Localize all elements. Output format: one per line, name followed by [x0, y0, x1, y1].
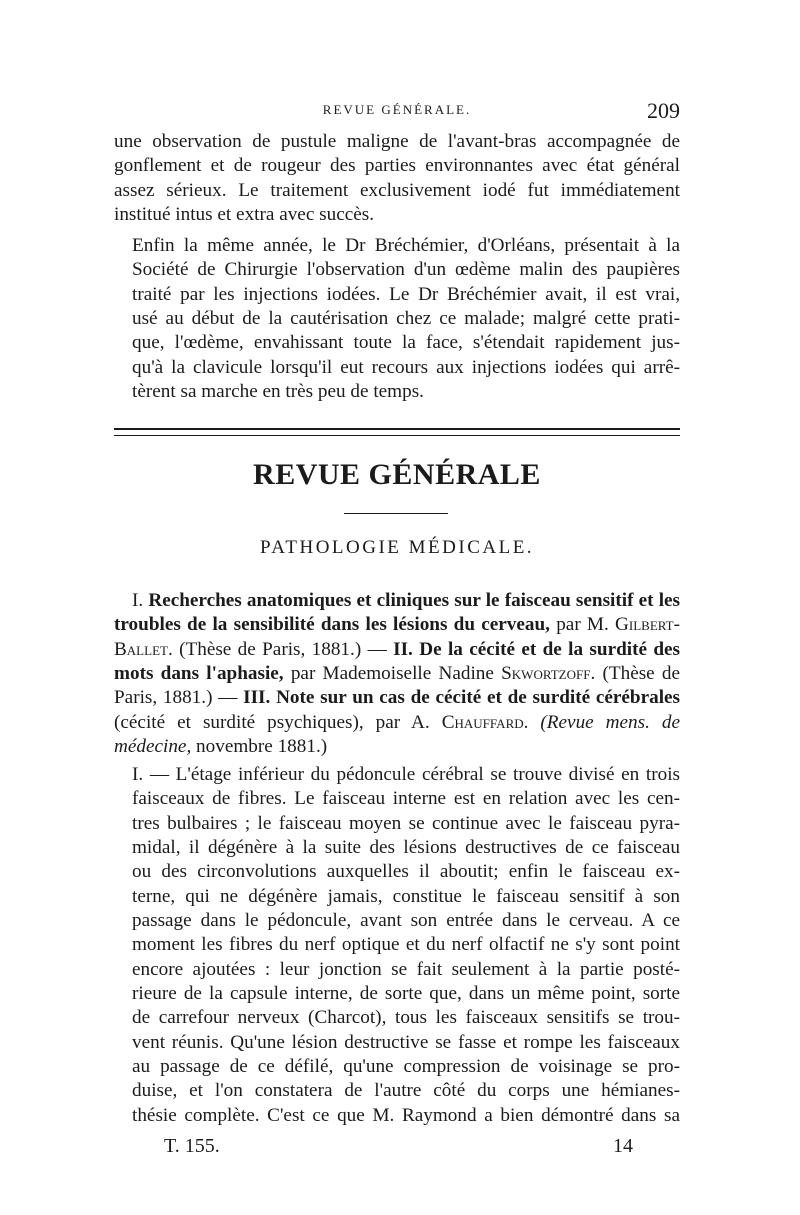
- ref-title: Note sur un cas de cécité et de surdité cérébrales: [276, 687, 681, 709]
- double-rule-divider: [114, 428, 680, 436]
- text-line: terne, qui ne dégénère jamais, constitue le faisceau sensitif à son: [132, 885, 680, 907]
- text-line: tèrent sa marche en très peu de temps.: [132, 381, 424, 403]
- page-number: 209: [647, 98, 680, 123]
- text-line: Société de Chirurgie l'observation d'un œdème malin des paupières: [132, 259, 680, 281]
- running-title: REVUE GÉNÉRALE.: [322, 102, 472, 117]
- text-line: passage dans le pédoncule, avant son entrée dans le cerveau. A ce: [132, 910, 680, 932]
- text-line: institué intus et extra avec succès.: [114, 204, 375, 226]
- text-line: encore ajoutées : leur jonction se fait seulement à la partie posté-: [132, 958, 680, 980]
- ref-author: Chauffard.: [441, 711, 529, 733]
- paragraph-faisceau-sensitif: [114, 763, 680, 1128]
- text-line: gonflement et de rougeur des parties environnantes avec état général: [114, 155, 680, 177]
- ref-source: (Thèse de Paris, 1881.) —: [114, 663, 681, 709]
- ref-title: Recherches anatomiques et cliniques sur le faisceau sensitif et les troubles de la sensibilité dans les lésions du cerveau,: [114, 590, 681, 636]
- text-line: vent réunis. Qu'une lésion destructive se fasse et rompe les faisceaux: [132, 1031, 680, 1053]
- ref-by: par Mademoiselle Nadine: [290, 663, 494, 685]
- ref-number: III.: [243, 687, 271, 709]
- text-line: Enfin la même année, le Dr Bréchémier, d'Orléans, présentait à la: [132, 235, 680, 256]
- text-line: moment les fibres du nerf optique et du nerf olfactif ne s'y sont point: [132, 934, 680, 956]
- paragraph-continued: [114, 130, 680, 227]
- text-line: usé au début de la cautérisation chez ce malade; malgré cette prati-: [132, 308, 680, 330]
- text-line: qu'à la clavicule lorsqu'il eut recours aux injections iodées qui arrê-: [132, 356, 680, 378]
- bibliographic-references: [114, 589, 680, 759]
- text-line: une observation de pustule maligne de l'avant-bras accompagnée de: [114, 131, 680, 152]
- ref-source: novembre 1881.): [196, 736, 328, 758]
- text-line: rieure de la capsule interne, de sorte que, dans un même point, sorte: [132, 983, 680, 1005]
- running-head: [114, 98, 680, 122]
- short-rule-divider: [344, 513, 448, 514]
- ref-number: I.: [132, 590, 144, 611]
- text-line: I. — L'étage inférieur du pédoncule cérébral se trouve divisé en trois: [132, 764, 680, 785]
- text-line: thésie complète. C'est ce que M. Raymond a bien démontré dans sa: [132, 1104, 680, 1126]
- ref-title: De la cécité et de la surdité des mots dans l'aphasie,: [114, 638, 681, 685]
- text-line: tres bulbaires ; le faisceau moyen se continue avec le faisceau pyra-: [132, 812, 680, 834]
- volume-mark: T. 155.: [164, 1135, 220, 1157]
- ref-author: Gilbert-Ballet.: [114, 614, 680, 660]
- text-line: faisceaux de fibres. Le faisceau interne est en relation avec les cen-: [132, 788, 680, 810]
- subsection-title: PATHOLOGIE MÉDICALE.: [259, 537, 535, 558]
- text-line: traité par les injections iodées. Le Dr Bréchémier avait, il est vrai,: [132, 283, 680, 305]
- text-line: midal, il dégénère à la suite des lésions destructives de ce faisceau: [132, 837, 680, 859]
- ref-by: par M.: [556, 614, 609, 636]
- text-line: au passage de ce défilé, qu'une compression de voisinage se pro-: [132, 1056, 680, 1078]
- ref-source: (Thèse de Paris, 1881.) —: [179, 638, 387, 660]
- ref-extra: (cécité et surdité psychiques), par A.: [114, 711, 430, 733]
- ref-journal: (Revue mens. de médecine,: [114, 711, 681, 758]
- text-line: assez sérieux. Le traitement exclusivement iodé fut immédiatement: [114, 179, 680, 201]
- ref-author: Skwortzoff.: [501, 663, 596, 685]
- page-footer: [114, 1135, 680, 1165]
- text-line: duise, et l'on constatera de l'autre côté du corps une hémianes-: [132, 1080, 680, 1102]
- ref-number: II.: [393, 638, 413, 660]
- text-line: ou des circonvolutions auxquelles il aboutit; enfin le faisceau ex-: [132, 861, 680, 883]
- signature-mark: 14: [613, 1135, 633, 1157]
- text-line: que, l'œdème, envahissant toute la face, s'étendait rapidement jus-: [132, 332, 680, 354]
- text-line: de carrefour nerveux (Charcot), tous les faisceaux sensitifs se trou-: [132, 1007, 680, 1029]
- paragraph-brechemier: [114, 234, 680, 404]
- section-title: REVUE GÉNÉRALE: [253, 458, 541, 491]
